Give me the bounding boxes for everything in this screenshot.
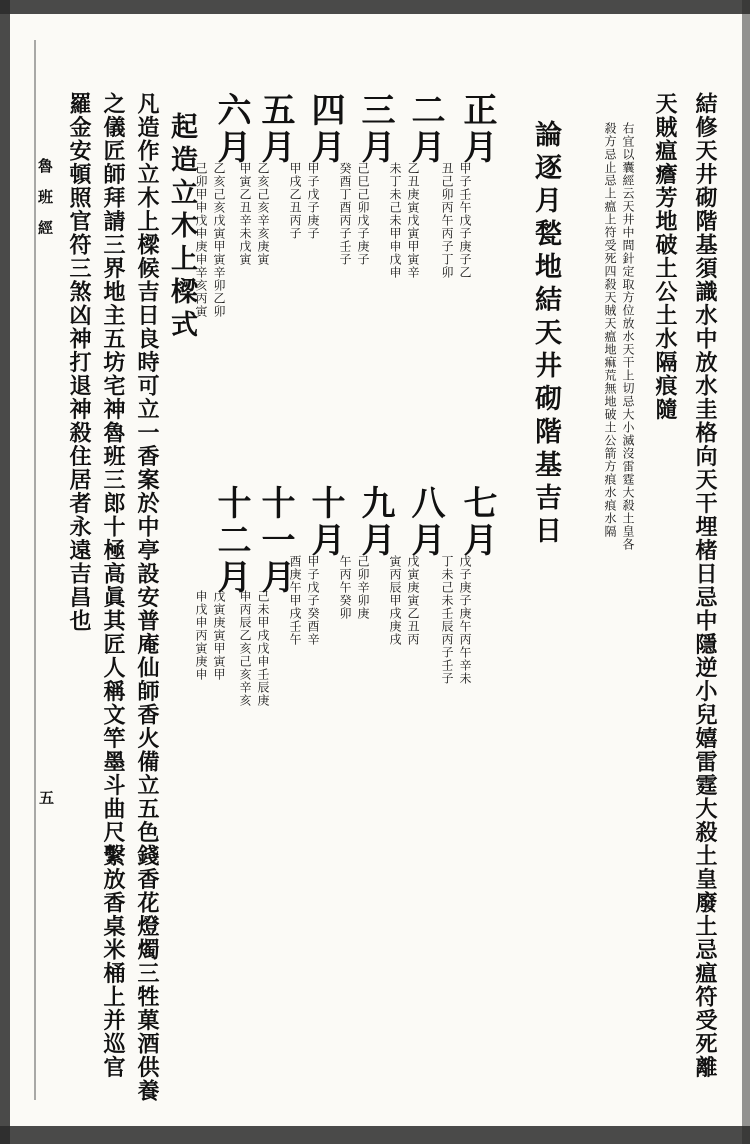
month-label-7: 七月 <box>457 485 497 559</box>
scan-edge-top <box>0 0 750 14</box>
month-label-12: 十二月 <box>211 485 251 596</box>
month-label-9: 九月 <box>355 485 395 559</box>
section-heading-beam-raising: 起造立木上樑式 <box>166 112 197 343</box>
month-dates-12a: 戊寅庚寅甲寅甲 <box>212 590 226 681</box>
month-dates-10b: 酉庚午甲戌壬午 <box>288 555 302 646</box>
month-dates-4b: 甲戌乙丑丙子 <box>288 162 302 240</box>
page-number: 五 <box>37 790 55 805</box>
month-dates-11b: 申丙辰乙亥己亥辛亥 <box>238 590 252 707</box>
month-label-11: 十一月 <box>255 485 295 596</box>
beam-text-line-2: 之儀匠師拜請三界地主五坊宅神魯班三郎十極高眞其匠人稱文竿墨斗曲尺繫放香桌米桶上并巡官 <box>100 92 126 1079</box>
month-label-2: 二月 <box>405 92 445 166</box>
month-label-5: 五月 <box>255 92 295 166</box>
scan-edge-bottom <box>0 1126 750 1144</box>
month-dates-11a: 己未甲戌戊申壬辰庚 <box>256 590 270 707</box>
beam-text-line-1: 凡造作立木上樑候吉日良時可立一香案於中亭設安普庵仙師香火備立五色錢香花燈燭三牲菓酒供養 <box>134 92 160 1103</box>
intro-note-1: 右宜以囊經云天井中間針定取方位放水天干上切忌大小滅沒雷霆大殺土皇各 <box>621 122 635 551</box>
month-dates-5b: 甲寅乙丑辛未戊寅 <box>238 162 252 266</box>
month-dates-7a: 戊子庚子庚午丙午辛未 <box>458 555 472 685</box>
month-dates-4a: 甲子戊子庚子 <box>306 162 320 240</box>
month-dates-2b: 未丁未己未甲申戊申 <box>388 162 402 279</box>
intro-line-2: 天賊瘟癚芳地破土公土水隔痕隨 <box>652 92 678 421</box>
month-label-4: 四月 <box>305 92 345 166</box>
scan-edge-left <box>0 0 10 1144</box>
month-dates-8a: 戊寅庚寅乙丑丙 <box>406 555 420 646</box>
scan-edge-right <box>742 0 750 1144</box>
month-label-3: 三月 <box>355 92 395 166</box>
month-dates-3a: 己巳己卯戊子庚子 <box>356 162 370 266</box>
month-dates-3b: 癸酉丁酉丙子壬子 <box>338 162 352 266</box>
month-dates-7b: 丁未己未壬辰丙子壬子 <box>440 555 454 685</box>
month-label-1: 正月 <box>457 92 497 166</box>
month-label-8: 八月 <box>405 485 445 559</box>
section-heading-auspicious-days: 論逐月甃地結天井砌階基吉日 <box>530 120 561 549</box>
month-dates-6b: 己卯甲申戊申庚申辛亥丙寅 <box>194 162 208 318</box>
intro-note-2: 殺方忌止忌上瘟上符受死四殺天賊天瘟地痲荒無地破土公箭方痕水痕水隔 <box>603 122 617 538</box>
month-dates-12b: 申戊申丙寅庚申 <box>194 590 208 681</box>
intro-line-1: 結修天井砌階基須識水中放水圭格向天干埋楮日忌中隱逆小兒嬉雷霆大殺土皇廢土忌瘟符受死離 <box>692 92 718 1079</box>
month-dates-10a: 甲子戊子癸酉辛 <box>306 555 320 646</box>
month-dates-5a: 乙亥己亥辛亥庚寅 <box>256 162 270 266</box>
beam-text-line-3: 羅金安頓照官符三煞凶神打退神殺住居者永遠吉昌也 <box>66 92 92 633</box>
month-label-6: 六月 <box>211 92 251 166</box>
month-dates-9a: 己卯辛卯庚 <box>356 555 370 620</box>
month-dates-1a: 甲子壬午戊子庚子乙 <box>458 162 472 279</box>
month-dates-6a: 乙亥己亥戊寅甲寅辛卯乙卯 <box>212 162 226 318</box>
month-dates-8b: 寅丙辰甲戌庚戌 <box>388 555 402 646</box>
month-dates-2a: 乙丑庚寅戊寅甲寅辛 <box>406 162 420 279</box>
month-dates-9b: 午丙午癸卯 <box>338 555 352 620</box>
book-title: 魯班經 <box>36 158 54 251</box>
month-label-10: 十月 <box>305 485 345 559</box>
month-dates-1b: 丑己卯丙午丙子丁卯 <box>440 162 454 279</box>
